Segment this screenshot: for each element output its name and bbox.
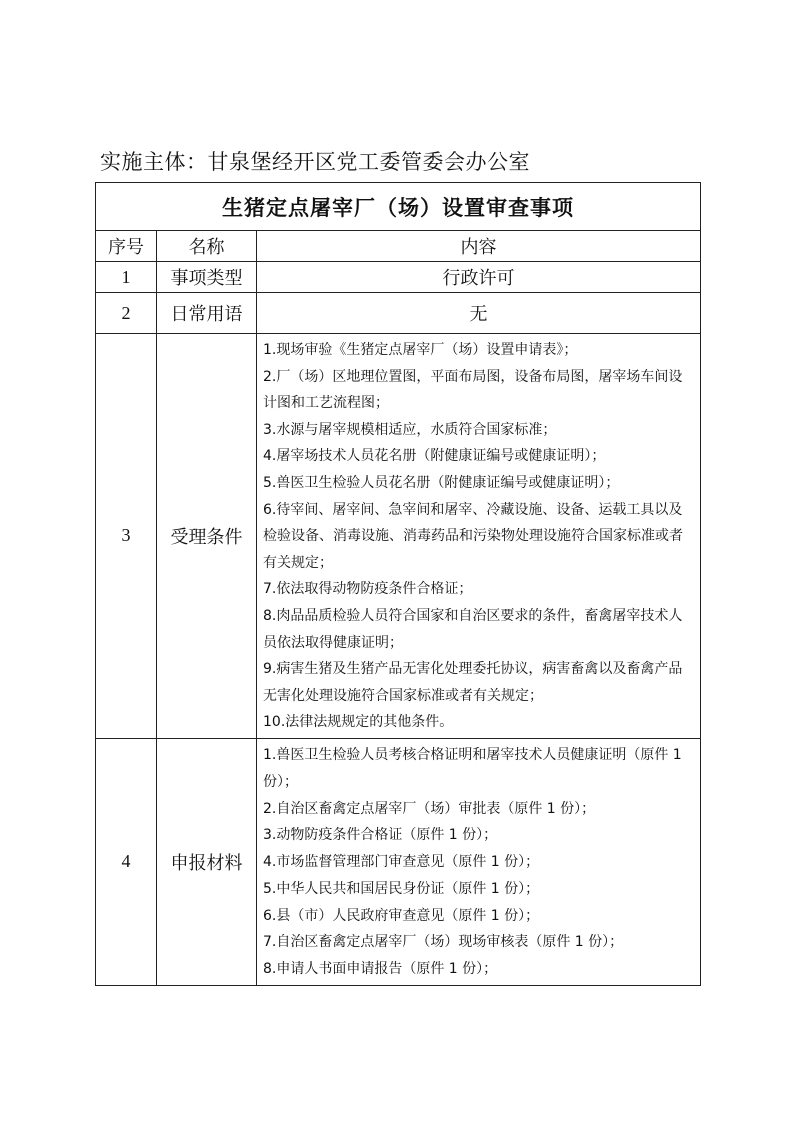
review-items-table — [95, 182, 701, 986]
table-row — [96, 262, 701, 293]
row-number: 4 — [96, 738, 157, 985]
list-item: 1.现场审验《生猪定点屠宰厂（场）设置申请表》； — [263, 342, 578, 358]
list-item: 7.依法取得动物防疫条件合格证； — [263, 581, 473, 598]
column-header-name: 名称 — [157, 231, 257, 262]
table-title: 生猪定点屠宰厂（场）设置审查事项 — [96, 183, 701, 231]
list-item: 2.自治区畜禽定点屠宰厂（场）审批表（原件 1 份）； — [263, 800, 596, 817]
row-number: 1 — [96, 262, 157, 293]
list-item: 9.病害生猪及生猪产品无害化处理委托协议，病害畜禽以及畜禽产品无害化处理设施符合国家标准或者有关规定； — [263, 661, 683, 704]
table-row — [96, 738, 701, 985]
list-item: 2.厂（场）区地理位置图，平面布局图，设备布局图，屠宰场车间设计图和工艺流程图； — [263, 368, 683, 412]
list-item: 1.兽医卫生检验人员考核合格证明和屠宰技术人员健康证明（原件 1 份）； — [263, 746, 682, 790]
row-name: 事项类型 — [157, 262, 257, 293]
row-number: 2 — [96, 293, 157, 334]
row-content: 无 — [257, 293, 701, 334]
list-item: 3.动物防疫条件合格证（原件 1 份）； — [263, 827, 498, 844]
row-name: 日常用语 — [157, 293, 257, 334]
list-item: 6.待宰间、屠宰间、急宰间和屠宰、冷藏设施、设备、运载工具以及检验设备、消毒设施、消毒药品和污染物处理设施符合国家标准或者有关规定； — [263, 501, 683, 571]
list-item: 4.市场监督管理部门审查意见（原件 1 份）； — [263, 854, 540, 871]
list-item: 10.法律法规规定的其他条件。 — [263, 714, 454, 731]
column-header-number: 序号 — [96, 231, 157, 262]
application-materials-list — [257, 738, 701, 985]
list-item: 6.县（市）人民政府审查意见（原件 1 份）； — [263, 907, 540, 924]
row-name: 申报材料 — [157, 738, 257, 985]
column-header-content: 内容 — [257, 231, 701, 262]
list-item: 5.兽医卫生检验人员花名册（附健康证编号或健康证明）； — [263, 474, 620, 491]
row-content: 行政许可 — [257, 262, 701, 293]
list-item: 5.中华人民共和国居民身份证（原件 1 份）； — [263, 880, 540, 897]
implementing-body-line: 实施主体：甘泉堡经开区党工委管委会办公室 — [100, 150, 530, 174]
table-row — [96, 293, 701, 334]
list-item: 8.申请人书面申请报告（原件 1 份）； — [263, 961, 498, 978]
row-name: 受理条件 — [157, 334, 257, 739]
table-row — [96, 334, 701, 739]
row-number: 3 — [96, 334, 157, 739]
list-item: 4.屠宰场技术人员花名册（附健康证编号或健康证明）； — [263, 448, 606, 465]
list-item: 8.肉品品质检验人员符合国家和自治区要求的条件，畜禽屠宰技术人员依法取得健康证明； — [263, 607, 683, 651]
list-item: 7.自治区畜禽定点屠宰厂（场）现场审核表（原件 1 份）； — [263, 934, 624, 951]
list-item: 3.水源与屠宰规模相适应，水质符合国家标准； — [263, 421, 557, 438]
acceptance-conditions-list — [257, 334, 701, 739]
